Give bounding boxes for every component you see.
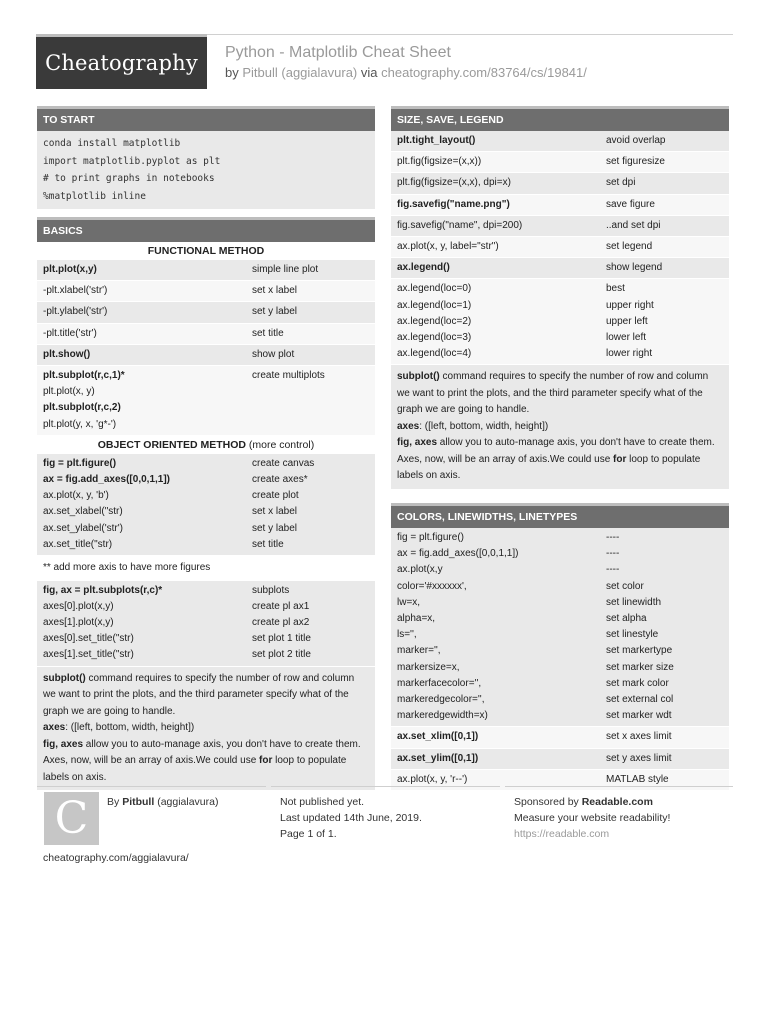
- table-row: [37, 324, 375, 345]
- description-cell: [606, 133, 723, 149]
- table-row: [391, 727, 729, 748]
- sponsor-info: [514, 794, 670, 842]
- note-text: loop to populate labels on axis.: [43, 755, 347, 783]
- code-text: ax.plot(x, y, 'b'): [43, 490, 109, 502]
- code-cell: [43, 304, 252, 320]
- table-row: [391, 749, 729, 770]
- code-text: axes[1].set_title("str): [43, 649, 134, 661]
- code-text: fig.savefig("name", dpi=200): [397, 219, 523, 231]
- code-text: ax.set_ylim([0,1]): [397, 752, 479, 764]
- description-cell: [252, 283, 369, 299]
- description-text: upper left: [606, 315, 648, 327]
- left-column: [37, 106, 375, 798]
- subplots-rows: [37, 581, 375, 667]
- table-row: [37, 302, 375, 323]
- note-bold: fig, axes: [43, 738, 84, 750]
- footer-rule: [505, 786, 733, 787]
- code-cell: [43, 456, 252, 553]
- note-bold: subplot(): [43, 672, 86, 684]
- code-text: fig.savefig("name.png"): [397, 198, 510, 210]
- description-cell: [606, 530, 723, 724]
- table-row: [391, 173, 729, 194]
- description-cell: [606, 197, 723, 213]
- code-cell: [397, 154, 606, 170]
- oo-subtitle: (more control): [248, 438, 315, 451]
- description-text: ----: [606, 531, 620, 543]
- note-bold: for: [259, 755, 273, 767]
- code-text: markerfacecolor='',: [397, 677, 482, 689]
- sponsor-link[interactable]: Readable.com: [581, 796, 653, 808]
- code-text: plt.fig(figsize=(x,x), dpi=x): [397, 177, 511, 189]
- to-start-section: [37, 106, 375, 209]
- note-text: command requires to specify the number of row and column we want to print the plots, and the third parameter specify what of the graph we are going to handle.: [43, 672, 355, 717]
- code-text: plt.plot(x,y): [43, 264, 97, 275]
- code-text: ax.legend(loc=0): [397, 283, 472, 295]
- table-row: [391, 279, 729, 365]
- code-text: ax.plot(x,y: [397, 564, 443, 576]
- description-text: set alpha: [606, 612, 647, 624]
- code-cell: [43, 347, 252, 363]
- note-bold: fig, axes: [397, 437, 438, 449]
- code-cell: [397, 175, 606, 191]
- code-cell: [397, 281, 606, 362]
- table-row: [37, 454, 375, 556]
- description-text: create pl ax1: [252, 600, 310, 612]
- description-text: set plot 1 title: [252, 633, 311, 645]
- description-text: set title: [252, 327, 284, 339]
- code-cell: [43, 368, 252, 433]
- description-text: set marker size: [606, 661, 674, 673]
- description-text: create multiplots: [252, 370, 325, 382]
- description-cell: [606, 751, 723, 767]
- code-cell: [43, 583, 252, 664]
- description-cell: [606, 218, 723, 234]
- description-text: ----: [606, 548, 620, 560]
- code-cell: [397, 239, 606, 255]
- code-line: # to print graphs in notebooks: [43, 173, 215, 184]
- section-title: COLORS, LINEWIDTHS, LINETYPES: [391, 503, 729, 528]
- table-row: [37, 345, 375, 366]
- description-text: save figure: [606, 198, 655, 210]
- code-text: ax.legend(loc=1): [397, 299, 472, 311]
- table-row: [391, 528, 729, 727]
- table-row: [391, 152, 729, 173]
- code-text: ax.legend(loc=2): [397, 315, 472, 327]
- description-text: set legend: [606, 241, 653, 253]
- description-cell: [252, 368, 369, 433]
- code-cell: [397, 530, 606, 724]
- footer-rule: [271, 786, 500, 787]
- description-cell: [252, 304, 369, 320]
- code-block: [37, 131, 375, 209]
- code-cell: [43, 262, 252, 278]
- description-text: set y label: [252, 522, 298, 534]
- description-text: set markertype: [606, 645, 673, 657]
- description-text: show plot: [252, 348, 295, 360]
- description-text: set plot 2 title: [252, 649, 311, 661]
- sheet-url-link[interactable]: cheatography.com/83764/cs/19841/: [381, 65, 587, 80]
- code-text: color='#xxxxxx',: [397, 580, 467, 592]
- sponsor-label: Sponsored by: [514, 796, 582, 808]
- description-text: create canvas: [252, 457, 315, 469]
- note-text: allow you to auto-manage axis, you don't have to create them. Axes, now, will be an array of axis.We could use: [43, 738, 361, 767]
- footer-author-handle: (aggialavura): [154, 796, 219, 808]
- description-text: best: [606, 283, 625, 295]
- description-text: create pl ax2: [252, 616, 310, 628]
- description-text: lower left: [606, 332, 647, 344]
- code-text: markersize=x,: [397, 661, 460, 673]
- description-text: set linestyle: [606, 629, 659, 641]
- description-text: set dpi: [606, 177, 636, 189]
- code-text: ax.legend(loc=4): [397, 348, 472, 360]
- table-row: [391, 237, 729, 258]
- code-text: -plt.xlabel('str'): [43, 285, 108, 297]
- by-label: By: [107, 796, 120, 808]
- note-bold: axes: [397, 420, 420, 432]
- description-cell: [606, 260, 723, 276]
- via-label: via: [360, 65, 378, 80]
- description-cell: [606, 729, 723, 745]
- code-cell: [43, 326, 252, 342]
- description-text: set marker wdt: [606, 710, 672, 722]
- note-bold: for: [613, 453, 627, 465]
- description-text: upper right: [606, 299, 654, 311]
- note-text: : ([left, bottom, width, height]): [65, 722, 195, 734]
- description-text: set y axes limit: [606, 752, 672, 764]
- publish-status: Not published yet.: [280, 796, 365, 808]
- description-text: create plot: [252, 490, 299, 502]
- code-text: ax.legend(loc=3): [397, 332, 472, 344]
- code-text: ax.set_xlim([0,1]): [397, 731, 479, 743]
- subsection-title: FUNCTIONAL METHOD: [37, 242, 375, 260]
- code-cell: [43, 283, 252, 299]
- note-bold: subplot(): [397, 371, 440, 383]
- size-save-legend-section: [391, 106, 729, 489]
- code-text: plt.subplot(r,c,2): [43, 402, 121, 414]
- code-text: plt.tight_layout(): [397, 135, 476, 146]
- code-text: fig = plt.figure(): [397, 531, 464, 543]
- code-text: fig = plt.figure(): [43, 457, 117, 469]
- table-row: [391, 216, 729, 237]
- description-text: MATLAB style: [606, 773, 669, 785]
- by-label: by: [225, 65, 239, 80]
- code-text: ax.set_title("str): [43, 538, 113, 550]
- description-cell: [606, 239, 723, 255]
- code-text: markeredgecolor='',: [397, 693, 485, 705]
- table-row: [37, 581, 375, 667]
- code-text: ax.set_xlabel("str): [43, 506, 123, 518]
- note-bold: axes: [43, 722, 66, 734]
- table-row: [391, 770, 729, 791]
- description-text: lower right: [606, 348, 653, 360]
- code-cell: [397, 133, 606, 149]
- code-text: plt.plot(x, y): [43, 386, 95, 398]
- description-cell: [252, 326, 369, 342]
- description-cell: [252, 583, 369, 664]
- code-text: fig, ax = plt.subplots(r,c)*: [43, 584, 163, 596]
- code-text: -plt.ylabel('str'): [43, 306, 108, 318]
- code-cell: [397, 197, 606, 213]
- description-text: set figuresize: [606, 156, 665, 168]
- code-line: import matplotlib.pyplot as plt: [43, 155, 221, 167]
- code-text: ax = fig.add_axes([0,0,1,1]): [43, 474, 171, 486]
- footer-rule: [37, 786, 266, 787]
- code-cell: [397, 729, 606, 745]
- note-text: : ([left, bottom, width, height]): [419, 420, 549, 432]
- size-note: [391, 365, 729, 489]
- header-rule: [207, 34, 733, 35]
- oo-rows: [37, 454, 375, 556]
- logo-text: Cheatography: [45, 51, 198, 75]
- description-cell: [252, 262, 369, 278]
- description-cell: [252, 456, 369, 553]
- code-text: markeredgewidth=x): [397, 710, 488, 722]
- description-text: set y label: [252, 306, 298, 318]
- size-rows: [391, 131, 729, 365]
- code-text: ax.plot(x, y, 'r--'): [397, 773, 468, 785]
- code-text: alpha=x,: [397, 612, 436, 624]
- table-row: [37, 281, 375, 302]
- description-text: show legend: [606, 262, 663, 274]
- note-text: allow you to auto-manage axis, you don't have to create them. Axes, now, will be an array of axis.We could use: [397, 437, 715, 465]
- description-text: set color: [606, 580, 644, 592]
- code-text: -plt.title('str'): [43, 327, 97, 339]
- code-text: axes[0].plot(x,y): [43, 600, 114, 612]
- note-text: command requires to specify the number of row and column we want to print the plots, and the third parameter specify what of the graph we are going to handle.: [397, 371, 709, 416]
- table-row: [37, 366, 375, 436]
- code-text: ax.plot(x, y, label="str"): [397, 241, 499, 253]
- section-title: BASICS: [37, 217, 375, 242]
- code-cell: [397, 218, 606, 234]
- description-cell: [606, 154, 723, 170]
- functional-rows: [37, 260, 375, 436]
- code-text: plt.plot(y, x, 'g*-'): [43, 418, 117, 430]
- code-text: plt.subplot(r,c,1)*: [43, 370, 125, 382]
- page-title: Python - Matplotlib Cheat Sheet: [225, 44, 451, 61]
- description-text: set external col: [606, 693, 674, 705]
- code-cell: [397, 751, 606, 767]
- colors-section: [391, 503, 729, 791]
- author-link[interactable]: Pitbull (aggialavura): [242, 65, 358, 80]
- oo-note: ** add more axis to have more figures: [37, 556, 375, 581]
- code-text: ls='',: [397, 629, 417, 641]
- subsection-title: [37, 436, 375, 454]
- description-text: subplots: [252, 584, 290, 596]
- table-row: [391, 131, 729, 152]
- last-updated: Last updated 14th June, 2019.: [280, 812, 422, 824]
- oo-title: OBJECT ORIENTED METHOD: [97, 438, 246, 451]
- profile-url-link[interactable]: cheatography.com/aggialavura/: [43, 852, 189, 864]
- table-row: [391, 258, 729, 279]
- sponsor-url-link[interactable]: https://readable.com: [514, 828, 610, 840]
- description-text: ----: [606, 564, 620, 576]
- description-text: simple line plot: [252, 264, 319, 275]
- code-text: plt.show(): [43, 348, 91, 360]
- code-text: ax.set_ylabel('str'): [43, 522, 123, 534]
- description-cell: [606, 175, 723, 191]
- section-title: TO START: [37, 106, 375, 131]
- colors-rows: [391, 528, 729, 791]
- code-text: ax = fig.add_axes([0,0,1,1]): [397, 548, 519, 560]
- publish-info: [280, 794, 422, 842]
- basics-note: [37, 667, 375, 791]
- note-text: loop to populate labels on axis.: [397, 453, 701, 482]
- description-text: set x axes limit: [606, 731, 672, 743]
- description-text: avoid overlap: [606, 135, 666, 146]
- basics-section: [37, 217, 375, 790]
- description-text: set title: [252, 538, 284, 550]
- description-text: ..and set dpi: [606, 219, 661, 231]
- description-text: create axes*: [252, 474, 308, 486]
- cheatography-logo[interactable]: [36, 34, 207, 89]
- page-number: Page 1 of 1.: [280, 828, 337, 840]
- code-text: lw=x,: [397, 596, 421, 608]
- author-avatar[interactable]: C: [44, 792, 99, 845]
- description-text: set x label: [252, 506, 298, 518]
- code-text: plt.fig(figsize=(x,x)): [397, 156, 482, 168]
- code-text: ax.legend(): [397, 262, 450, 274]
- byline: [225, 65, 587, 80]
- description-cell: [252, 347, 369, 363]
- code-cell: [397, 260, 606, 276]
- description-text: set x label: [252, 285, 298, 297]
- description-text: set mark color: [606, 677, 669, 689]
- code-text: marker='',: [397, 645, 441, 657]
- sponsor-tagline: Measure your website readability!: [514, 812, 671, 824]
- description-text: set linewidth: [606, 596, 662, 608]
- code-text: axes[0].set_title("str): [43, 633, 134, 645]
- table-row: [37, 260, 375, 281]
- footer-author: [107, 794, 218, 810]
- description-cell: [606, 281, 723, 362]
- section-title: SIZE, SAVE, LEGEND: [391, 106, 729, 131]
- footer-author-link[interactable]: Pitbull: [122, 796, 155, 808]
- code-line: conda install matplotlib: [43, 138, 181, 149]
- code-text: axes[1].plot(x,y): [43, 616, 114, 628]
- right-column: [391, 106, 729, 799]
- table-row: [391, 195, 729, 216]
- code-line: %matplotlib inline: [43, 190, 146, 202]
